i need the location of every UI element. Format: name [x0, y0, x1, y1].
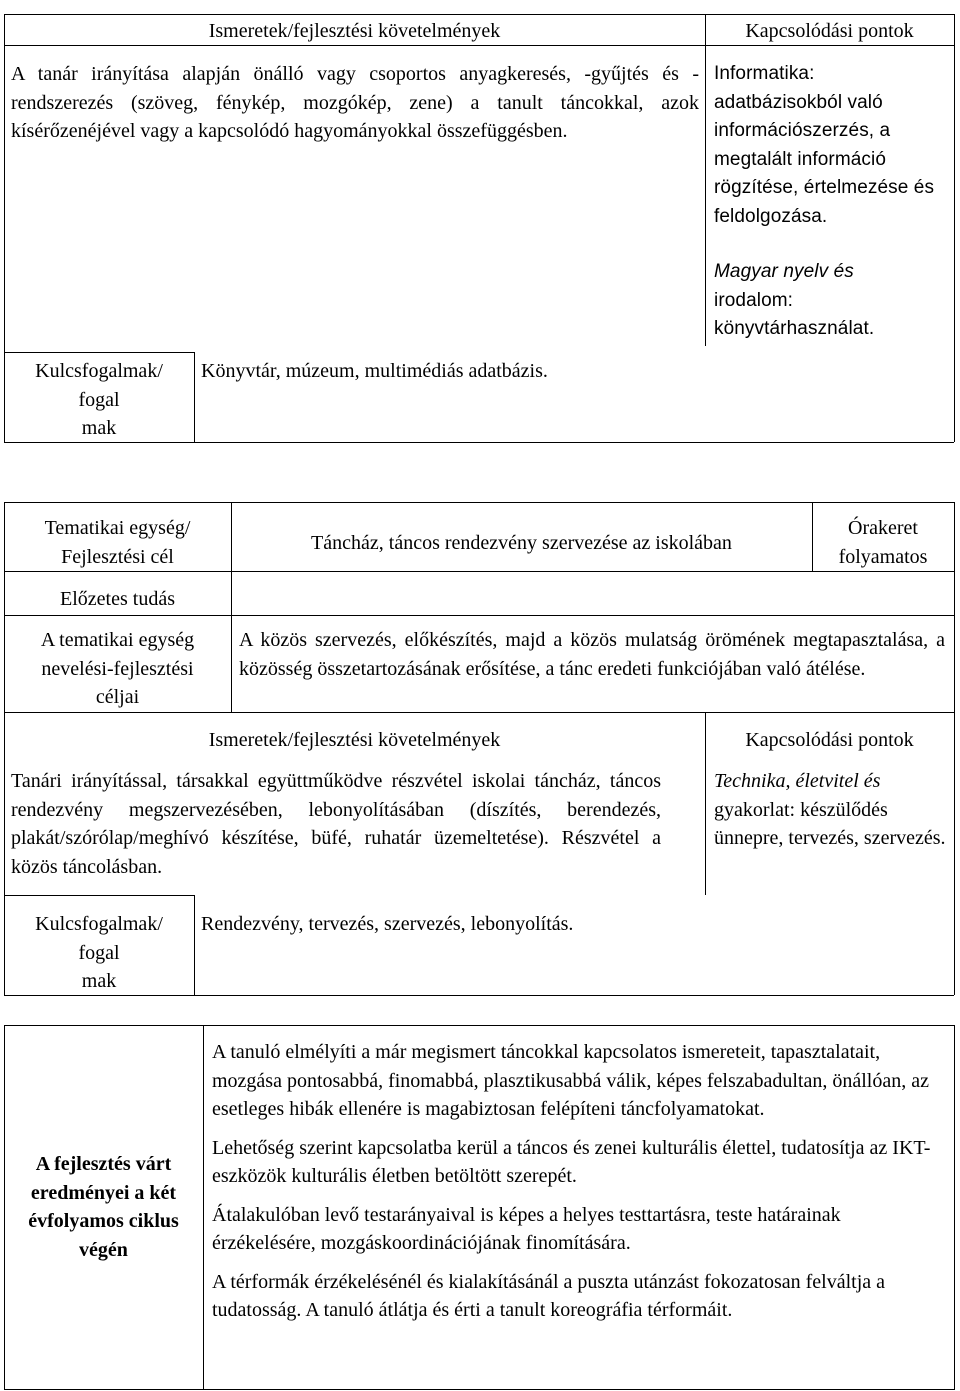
results-label-line: végén: [79, 1238, 128, 1261]
goals-label-line: céljai: [95, 686, 140, 708]
keywords-label-line: mak: [81, 417, 117, 439]
connection-subject: Informatika:: [714, 63, 815, 84]
results-paragraph: A tanuló elmélyíti a már megismert táncokkal kapcsolatos ismereteit, tapasztalatait, mozgása pontosabbá, finomabbá, plasztikusabbá válik, képes felszabadultan, önállóan, az esetleges hibák ellenére is magabiztosan felépíteni táncfolyamatokat.: [212, 1041, 929, 1120]
results-label-line: A fejlesztés várt: [35, 1153, 172, 1175]
table3-results-text: [212, 1038, 942, 1335]
table1-keywords-label: [4, 357, 194, 443]
connection-subject: Magyar nyelv és: [714, 261, 854, 282]
connection-detail: gyakorlat: készülődés ünnepre, tervezés, szervezés.: [714, 798, 946, 849]
keywords-label-line: fogal: [78, 941, 120, 964]
connection-detail: irodalom: könyvtárhasználat.: [714, 289, 875, 339]
results-paragraph: Átalakulóban levő testarányaival is képes a helyes testtartásra, teste határainak érzékelésére, mozgáskoordinációjának finomítására.: [212, 1203, 841, 1254]
table2-goals-value: A közös szervezés, előkészítés, majd a közös mulatság örömének megtapasztalása, a közösség összetartozásának erősítése, a tánc eredeti funkciójában való átélése.: [239, 629, 945, 680]
table1-header-requirements: Ismeretek/fejlesztési követelmények: [208, 20, 501, 42]
table1-header-connections: Kapcsolódási pontok: [745, 20, 914, 42]
connection-detail: adatbázisokból való információszerzés, a megtalált információ rögzítése, értelmezése és feldolgozása.: [714, 91, 935, 227]
keywords-label-line: Kulcsfogalmak/: [35, 913, 163, 935]
table2-prior-knowledge-label: Előzetes tudás: [60, 588, 175, 610]
table2-requirements-text: Tanári irányítással, társakkal együttműködve részvétel iskolai táncház, táncos rendezvény megszervezésében, lebonyolításában (díszítés, berendezés, plakát/szórólap/meghívó készítése, büfé, ruhatár üzemeltetése). Részvétel a közös táncolásban.: [11, 770, 661, 878]
table1-connections-informatics: [714, 60, 950, 231]
table2-goals-label: [4, 626, 231, 712]
unit-label-line: Tematikai egység/: [44, 517, 191, 539]
keywords-label-line: mak: [81, 970, 117, 992]
results-paragraph: A térformák érzékelésénél és kialakításánál a puszta utánzást fokozatosan felváltja a tudatosság. A tanuló átlátja és érti a tanult koreográfia térformáit.: [212, 1270, 886, 1321]
table2-header-connections: Kapcsolódási pontok: [745, 729, 914, 751]
results-label-line: évfolyamos ciklus: [28, 1210, 179, 1232]
table1-keywords-value: Könyvtár, múzeum, multimédiás adatbázis.: [201, 360, 548, 382]
unit-label-line: Fejlesztési cél: [61, 545, 174, 568]
table2-unit-label: [4, 514, 231, 571]
table2-header-requirements: Ismeretek/fejlesztési követelmények: [208, 729, 501, 751]
table2-keywords-label: [4, 910, 194, 996]
table1-connections-literature: [714, 258, 950, 344]
table1-requirements-text: A tanár irányítása alapján önálló vagy csoportos anyagkeresés, -gyűjtés és -rendszerezés (szöveg, fénykép, mozgókép, zene) a tanult táncokkal, azok kísérőzenéjével vagy a kapcsolódó hagyományokkal összefüggésben.: [11, 63, 699, 142]
hours-label: Órakeret: [848, 517, 918, 539]
hours-value: folyamatos: [838, 545, 928, 568]
keywords-label-line: fogal: [78, 388, 120, 411]
table3-results-label: [4, 1150, 203, 1264]
goals-label-line: A tematikai egység: [40, 629, 195, 651]
results-paragraph: Lehetőség szerint kapcsolatba kerül a táncos és zenei kulturális élettel, tudatosítja az IKT-eszközök kulturális életben betöltött szerepét.: [212, 1136, 931, 1187]
table2-unit-title: Táncház, táncos rendezvény szervezése az iskolában: [311, 532, 732, 554]
connection-subject: Technika, életvitel és: [714, 770, 881, 792]
results-label-line: eredményei a két: [30, 1181, 177, 1204]
table2-connections-technology: [714, 767, 950, 853]
goals-label-line: nevelési-fejlesztési: [41, 657, 194, 680]
keywords-label-line: Kulcsfogalmak/: [35, 360, 163, 382]
table2-keywords-value: Rendezvény, tervezés, szervezés, lebonyolítás.: [201, 913, 574, 935]
table2-hours: [812, 514, 954, 571]
